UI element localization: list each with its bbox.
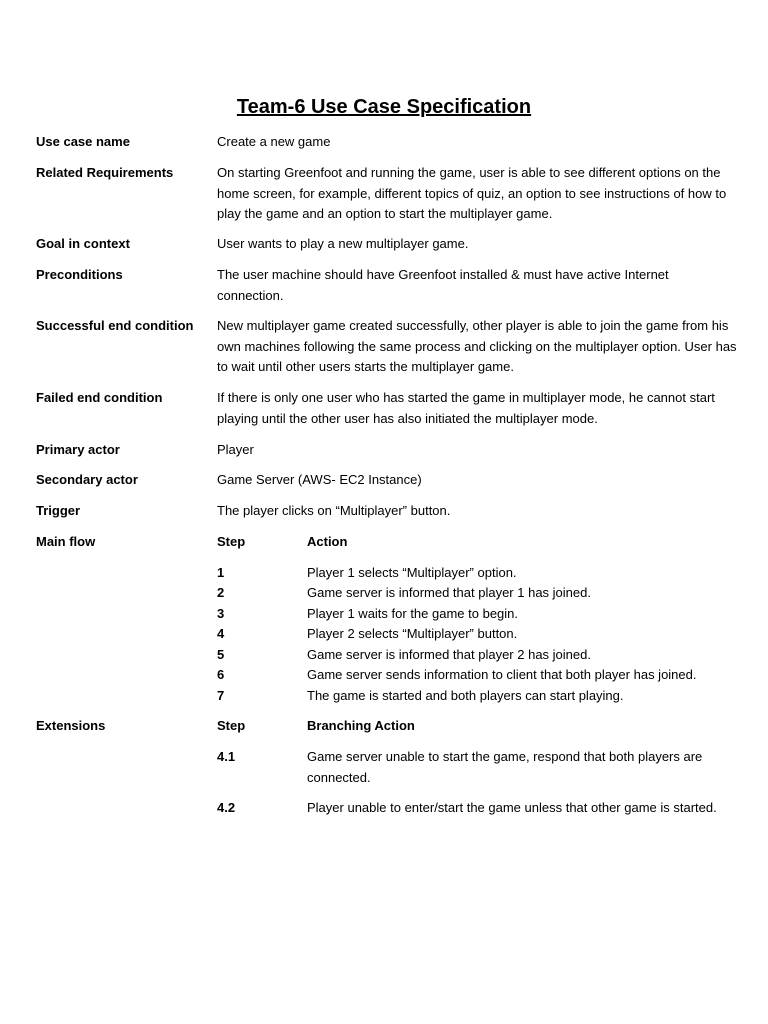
field-label: Trigger: [36, 503, 81, 518]
field-label: Primary actor: [36, 442, 120, 457]
field-value: User wants to play a new multiplayer game.: [217, 236, 469, 251]
field-value: Create a new game: [217, 134, 331, 149]
field-value: Game Server (AWS- EC2 Instance): [217, 472, 422, 487]
step-action: Player unable to enter/start the game unless that other game is started.: [307, 800, 717, 815]
step-number: 4: [217, 626, 225, 641]
step-action: Player 1 waits for the game to begin.: [307, 606, 519, 621]
step-header: Step: [217, 534, 246, 549]
field-label: Use case name: [36, 134, 130, 149]
step-number: 1: [217, 565, 225, 580]
field-value: Player: [217, 442, 254, 457]
step-number: 2: [217, 585, 225, 600]
page-title: Team-6 Use Case Specification: [236, 96, 532, 118]
step-action: Game server unable to start the game, respond that both players are connected.: [307, 749, 703, 785]
step-action: Game server is informed that player 2 has joined.: [307, 647, 591, 662]
step-action: The game is started and both players can start playing.: [307, 688, 624, 703]
field-label: Successful end condition: [36, 318, 194, 333]
main-flow-label: Main flow: [36, 534, 96, 549]
action-header: Action: [307, 534, 348, 549]
field-value: The player clicks on “Multiplayer” button.: [217, 503, 451, 518]
field-value: If there is only one user who has started the game in multiplayer mode, he cannot start playing until the other user has also initiated the multiplayer mode.: [217, 390, 715, 426]
extensions-label: Extensions: [36, 718, 106, 733]
step-action: Player 1 selects “Multiplayer” option.: [307, 565, 517, 580]
field-label: Secondary actor: [36, 472, 138, 487]
step-number: 6: [217, 667, 225, 682]
step-action: Player 2 selects “Multiplayer” button.: [307, 626, 518, 641]
step-number: 4.1: [217, 749, 236, 764]
field-value: New multiplayer game created successfully, other player is able to join the game from his own machines following the same process and clicking on the multiplayer option. User has to wait until other users starts the multiplayer game.: [217, 318, 737, 374]
field-value: The user machine should have Greenfoot installed & must have active Internet connection.: [217, 267, 669, 303]
field-label: Related Requirements: [36, 165, 174, 180]
step-number: 3: [217, 606, 225, 621]
field-label: Preconditions: [36, 267, 123, 282]
step-number: 7: [217, 688, 225, 703]
field-label: Goal in context: [36, 236, 130, 251]
branching-action-header: Branching Action: [307, 718, 415, 733]
step-action: Game server sends information to client that both player has joined.: [307, 667, 697, 682]
field-value: On starting Greenfoot and running the game, user is able to see different options on the home screen, for example, different topics of quiz, an option to see instructions of how to play the game and an option to start the multiplayer game.: [217, 165, 727, 221]
step-action: Game server is informed that player 1 has joined.: [307, 585, 591, 600]
step-header: Step: [217, 718, 246, 733]
step-number: 4.2: [217, 800, 236, 815]
step-number: 5: [217, 647, 225, 662]
field-label: Failed end condition: [36, 390, 163, 405]
